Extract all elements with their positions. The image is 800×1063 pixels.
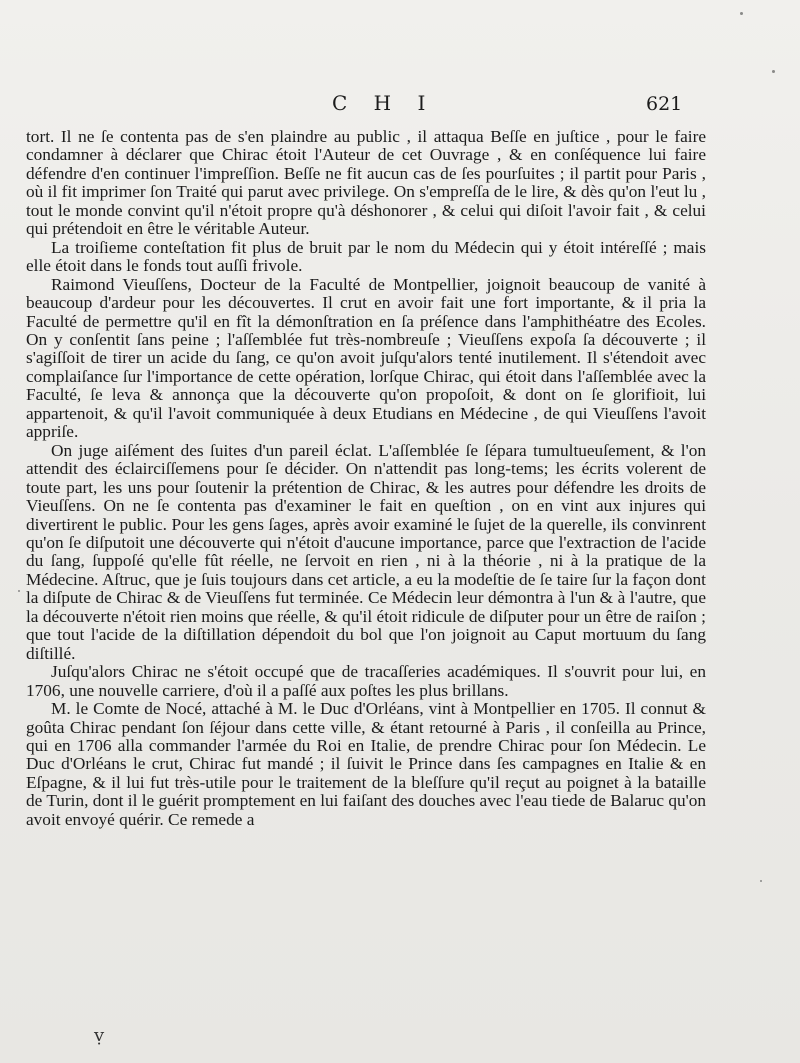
paragraph-comte-de-noce: M. le Comte de Nocé, attaché à M. le Duc d'Orléans, vint à Montpellier en 1705. Il connut & goûta Chirac pendant ſon ſéjour dans cette ville, & étant retourné à Paris , il conſeilla au Prince, qui en 1706 alla commander l'armée du Roi en Italie, de prendre Chirac pour ſon Médecin. Le Duc d'Orléans le crut, Chirac fut mandé ; il ſuivit le Prince dans ſes campagnes en Italie & en Eſpagne, & il lui fut très-utile pour le traitement de la bleſſure qu'il reçut au poignet à la bataille de Turin, dont il le guérit promptement en lui faiſant des douches avec l'eau tiede de Balaruc qu'on avoit envoyé quérir. Ce remede a (26, 699, 707, 829)
body-text (26, 128, 706, 829)
paragraph-continuation: tort. Il ne ſe contenta pas de s'en plaindre au public , il attaqua Beſſe en juſtice , pour le faire condamner à déclarer que Chirac étoit l'Auteur de cet Ouvrage , & en conſéquence lui faire défendre d'en continuer l'impreſſion. Beſſe ne fit aucun cas de ſes pourſuites ; il partit pour Paris , où il fit imprimer ſon Traité qui parut avec privilege. On s'empreſſa de le lire, & dès qu'on l'eut lu , tout le monde convint qu'il n'étoit propre qu'à déshonorer , & celui qui diſoit l'avoir fait , & celui qui prétendoit en être le véritable Auteur. (26, 127, 706, 239)
paper-speck (760, 880, 762, 882)
paragraph-consequences: On juge aiſément des ſuites d'un pareil éclat. L'aſſemblée ſe ſépara tumultueuſement, & l'on attendit des éclairciſſemens pour ſe décider. On n'attendit pas long-tems; les écrits volerent de toute part, les uns pour ſoutenir la prétention de Chirac, & les autres pour défendre les droits de Vieuſſens. On ne ſe contenta pas d'examiner le fait en queſtion , on en vint aux injures qui divertirent le public. Pour les gens ſages, après avoir examiné le ſujet de la querelle, ils convinrent qu'on ſe diſputoit une découverte qui n'étoit d'aucune importance, parce que l'extraction de l'acide du ſang, ſuppoſé qu'elle fût réelle, ne ſervoit en rien , ni à la théorie , ni à la pratique de la Médecine. Aſtruc, que je ſuis toujours dans cet article, a eu la modeſtie de ſe taire ſur la façon dont la diſpute de Chirac & de Vieuſſens fut terminée. Ce Médecin leur démontra à l'un & à l'autre, que la découverte n'étoit rien moins que réelle, & qu'il étoit ridicule de diſputer pour un être de raiſon ; que tout l'acide de la diſtillation dépendoit du bol que l'on joignoit au Caput mortuum du ſang diſtillé. (26, 440, 706, 663)
paragraph-third-contestation: La troiſieme conteſtation fit plus de bruit par le nom du Médecin qui y étoit intéreſſé ; mais elle étoit dans le fonds tout auſſi frivole. (26, 237, 706, 276)
page-number: 621 (646, 93, 683, 115)
margin-mark: ṿ (94, 1025, 105, 1046)
paper-speck (18, 590, 20, 592)
page-header (0, 91, 800, 117)
paragraph-new-career: Juſqu'alors Chirac ne s'étoit occupé que de tracaſſeries académiques. Il s'ouvrit pour lui, en 1706, une nouvelle carriere, d'où il a paſſé aux poſtes les plus brillans. (26, 662, 706, 700)
paper-speck (740, 12, 743, 15)
paragraph-vieussens: Raimond Vieuſſens, Docteur de la Faculté de Montpellier, joignoit beaucoup de vanité à beaucoup d'ardeur pour les découvertes. Il crut en avoir fait une fort importante, & il pria la Faculté de permettre qu'il en fît la démonſtration en ſa préſence dans l'amphithéatre des Ecoles. On y conſentit ſans peine ; l'aſſemblée fut très-nombreuſe ; Vieuſſens expoſa ſa découverte ; il s'agiſſoit de tirer un acide du ſang, ce qu'on avoit juſqu'alors tenté inutilement. Il s'étendoit avec complaiſance ſur l'importance de cette opération, lorſque Chirac, qui étoit dans l'aſſemblée avec la Faculté, ſe leva & annonça que la découverte qu'on propoſoit, & dont on ſe glorifioit, lui appartenoit, & qu'il l'avoit communiquée à deux Etudians en Médecine , de qui Vieuſſens l'avoit appriſe. (26, 274, 706, 442)
paper-speck (772, 70, 775, 73)
running-head: C H I (332, 91, 436, 115)
